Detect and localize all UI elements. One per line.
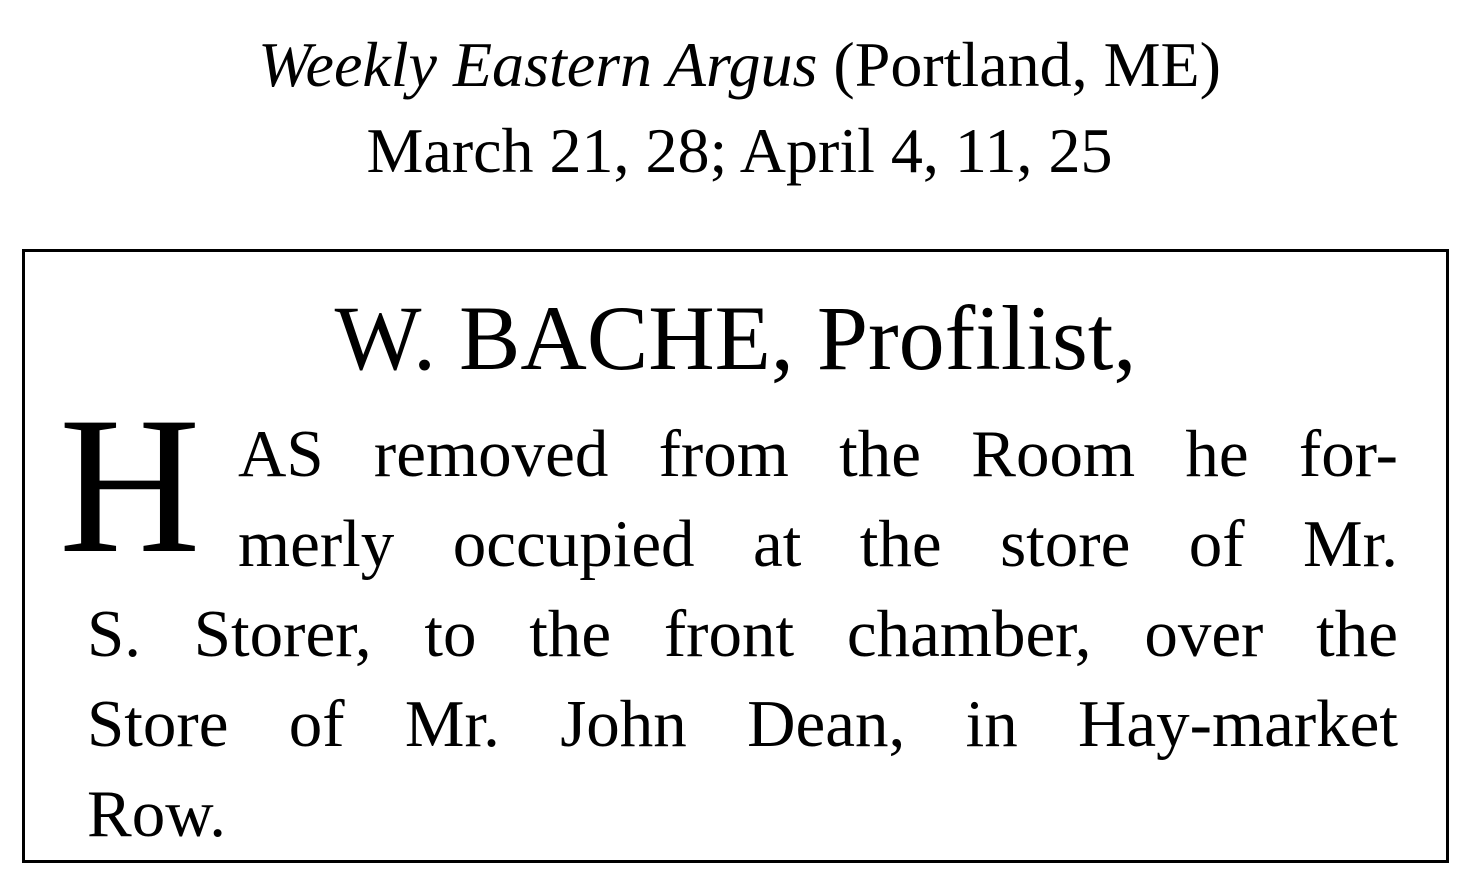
ad-text-line: Store of Mr. John Dean, in Hay-market [87,687,1398,761]
ad-text-line: S. Storer, to the front chamber, over the [87,597,1398,671]
drop-cap: H [59,377,201,594]
publication-title: Weekly Eastern Argus [258,29,818,100]
ad-text-line: merly occupied at the store of Mr. [238,507,1398,581]
advertisement-box [22,249,1449,863]
citation-header [0,22,1479,194]
ad-heading: W. BACHE, Profilist, [334,287,1137,389]
publication-dates: March 21, 28; April 4, 11, 25 [366,115,1113,186]
publication-location: (Portland, ME) [833,29,1221,100]
publication-line [0,22,1479,108]
ad-text-line: Row. [87,777,226,851]
ad-text-line: AS removed from the Room he for- [238,417,1398,491]
